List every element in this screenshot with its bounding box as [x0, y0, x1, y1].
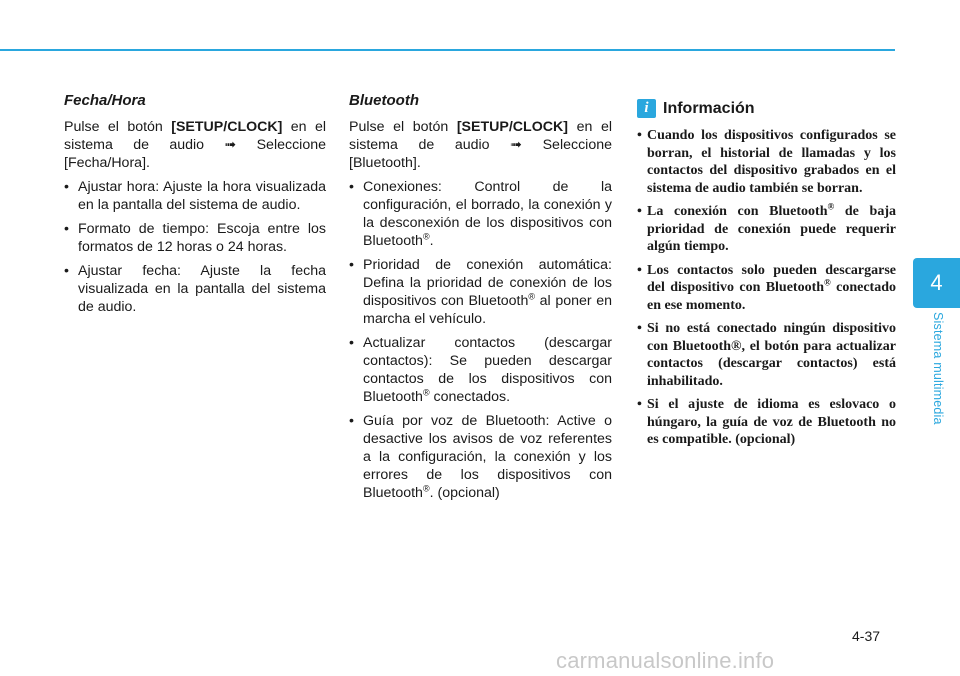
list-item: • Prioridad de conexión automática: Defina la prioridad de conexión de los dispositivos con Bluetooth® al poner en marcha el vehículo. [349, 256, 612, 328]
section-intro [349, 118, 612, 172]
info-item: • Si el ajuste de idioma es eslovaco o húngaro, la guía de voz de Bluetooth no es compatible. (opcional) [637, 396, 896, 449]
section-bluetooth [349, 92, 612, 508]
intro-text: Pulse el botón [64, 119, 172, 135]
list-item: • Conexiones: Control de la configuración, el borrado, la conexión y la desconexión de los dispositivos con Bluetooth®. [349, 178, 612, 250]
settings-list [64, 178, 326, 316]
settings-list [349, 178, 612, 502]
info-box [637, 92, 896, 455]
section-heading: Bluetooth [349, 92, 419, 109]
list-item: • Ajustar fecha: Ajuste la fecha visualizada en la pantalla del sistema de audio. [64, 262, 326, 316]
info-list [637, 127, 896, 449]
button-reference: [SETUP/CLOCK] [456, 119, 568, 135]
list-item: • Actualizar contactos (descargar contactos): Se pueden descargar contactos de los dispositivos con Bluetooth® conectados. [349, 334, 612, 406]
section-intro [64, 118, 326, 172]
info-item: • Si no está conectado ningún dispositivo con Bluetooth®, el botón para actualizar contactos (descargar contactos) está inhabilitado. [637, 320, 896, 390]
list-item: • Formato de tiempo: Escoja entre los formatos de 12 horas o 24 horas. [64, 220, 326, 256]
intro-text: Pulse el botón [349, 119, 457, 135]
info-header [637, 99, 896, 118]
info-icon: i [637, 99, 656, 118]
info-item: • Los contactos solo pueden descargarse del dispositivo con Bluetooth® conectado en ese momento. [637, 262, 896, 315]
top-rule [0, 49, 895, 51]
section-fecha-hora [64, 92, 326, 322]
watermark[interactable]: carmanualsonline.info [556, 648, 775, 673]
info-item: • Cuando los dispositivos configurados se borran, el historial de llamadas y los contactos del dispositivo grabados en el sistema de audio también se borran. [637, 127, 896, 197]
chapter-number-tab: 4 [913, 258, 960, 308]
list-item: • Guía por voz de Bluetooth: Active o desactive los avisos de voz referentes a la configuración, la conexión y los errores de los dispositivos con Bluetooth®. (opcional) [349, 412, 612, 502]
button-reference: [SETUP/CLOCK] [171, 119, 283, 135]
info-item: • La conexión con Bluetooth® de baja prioridad de conexión puede requerir algún tiempo. [637, 203, 896, 256]
section-heading: Fecha/Hora [64, 92, 146, 109]
intro-text-continued: en el sistema de audio ➟ Seleccione [Fecha/Hora]. [64, 119, 326, 171]
intro-text-continued: en el sistema de audio ➟ Seleccione [Bluetooth]. [349, 119, 612, 171]
info-title: Información [663, 99, 755, 117]
page-number: 4-37 [852, 628, 881, 644]
list-item: • Ajustar hora: Ajuste la hora visualizada en la pantalla del sistema de audio. [64, 178, 326, 214]
chapter-title: Sistema multimedia [931, 312, 945, 425]
